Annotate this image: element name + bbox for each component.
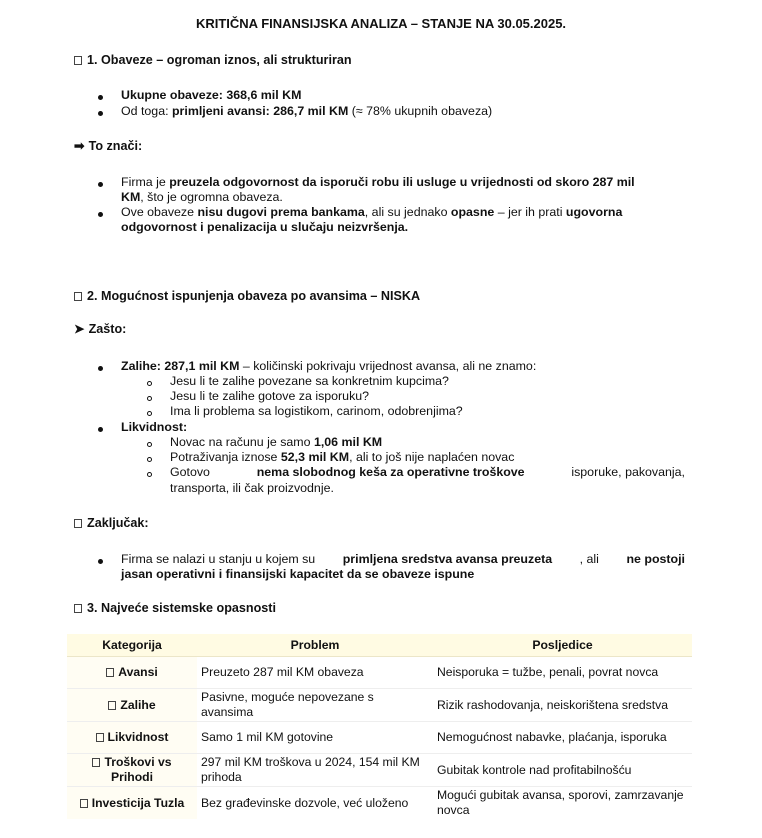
checkbox-icon <box>74 519 82 528</box>
bullet-icon <box>98 111 103 116</box>
arrowhead-icon: ➤ <box>74 322 85 336</box>
liquidity-label: Likvidnost: <box>121 420 188 434</box>
sub-bullet-icon <box>147 442 152 447</box>
table-row <box>67 754 692 787</box>
table-row <box>67 657 692 689</box>
inventory-line: Zalihe: 287,1 mil KM – količinski pokrivaju vrijednost avansa, ali ne znamo: <box>121 359 537 373</box>
risks-table <box>67 634 692 819</box>
inventory-question-3: Ima li problema sa logistikom, carinom, odobrenjima? <box>170 404 463 418</box>
document-title: KRITIČNA FINANSIJSKA ANALIZA – STANJE NA 30.05.2025. <box>195 16 567 31</box>
table-cell-problem: Samo 1 mil KM gotovine <box>197 722 433 754</box>
table-cell-consequence: Nemogućnost nabavke, plaćanja, isporuka <box>433 722 692 754</box>
table-cell-category: Zalihe <box>67 689 197 722</box>
sub-bullet-icon <box>147 472 152 477</box>
zasto-heading: ➤ Zašto: <box>74 322 127 336</box>
table-cell-category: Avansi <box>67 657 197 689</box>
table-cell-consequence: Gubitak kontrole nad profitabilnošću <box>433 754 692 787</box>
inventory-question-1: Jesu li te zalihe povezane sa konkretnim kupcima? <box>170 374 449 388</box>
table-cell-problem: Pasivne, moguće nepovezane s avansima <box>197 689 433 722</box>
column-header: Kategorija <box>67 634 197 657</box>
arrow-right-icon: ➡ <box>74 139 85 153</box>
table-row <box>67 689 692 722</box>
table-cell-consequence: Neisporuka = tužbe, penali, povrat novca <box>433 657 692 689</box>
checkbox-icon <box>80 799 88 808</box>
column-header: Problem <box>197 634 433 657</box>
checkbox-icon <box>74 56 82 65</box>
bullet-icon <box>98 182 103 187</box>
table-cell-problem: Preuzeto 287 mil KM obaveza <box>197 657 433 689</box>
receivables-line: Potraživanja iznose 52,3 mil KM, ali to još nije naplaćen novac <box>170 450 515 464</box>
sub-bullet-icon <box>147 396 152 401</box>
to-znaci-heading: ➡ To znači: <box>74 139 143 153</box>
bullet-icon <box>98 95 103 100</box>
table-header-row <box>67 634 692 657</box>
bullet-icon <box>98 427 103 432</box>
table-row <box>67 787 692 820</box>
bullet-icon <box>98 212 103 217</box>
inventory-question-2: Jesu li te zalihe gotove za isporuku? <box>170 389 370 403</box>
bullet-icon <box>98 559 103 564</box>
section-1-heading: 1. Obaveze – ogroman iznos, ali strukturiran <box>74 53 352 68</box>
table-cell-problem: 297 mil KM troškova u 2024, 154 mil KM prihoda <box>197 754 433 787</box>
checkbox-icon <box>106 668 114 677</box>
table-cell-category: Investicija Tuzla <box>67 787 197 820</box>
table-row <box>67 722 692 754</box>
checkbox-icon <box>92 758 100 767</box>
table-cell-consequence: Mogući gubitak avansa, sporovi, zamrzavanje novca <box>433 787 692 820</box>
advances-line: Od toga: primljeni avansi: 286,7 mil KM (≈ 78% ukupnih obaveza) <box>121 104 493 118</box>
table-cell-category: Likvidnost <box>67 722 197 754</box>
explanation-1: Firma je preuzela odgovornost da isporuči robu ili usluge u vrijednosti od skoro 287 mil <box>121 175 635 189</box>
bullet-icon <box>98 366 103 371</box>
table-cell-consequence: Rizik rashodovanja, neiskorištena sredstva <box>433 689 692 722</box>
conclusion-text-cont: jasan operativni i finansijski kapacitet da se obaveze ispune <box>121 567 475 581</box>
checkbox-icon <box>74 604 82 613</box>
checkbox-icon <box>96 733 104 742</box>
sub-bullet-icon <box>147 457 152 462</box>
sub-bullet-icon <box>147 411 152 416</box>
total-liabilities: Ukupne obaveze: 368,6 mil KM <box>121 88 302 102</box>
checkbox-icon <box>108 701 116 710</box>
table-cell-problem: Bez građevinske dozvole, već uloženo <box>197 787 433 820</box>
cash-line: Novac na računu je samo 1,06 mil KM <box>170 435 383 449</box>
conclusion-heading: Zaključak: <box>74 516 149 531</box>
free-cash-line-cont: transporta, ili čak proizvodnje. <box>170 481 334 495</box>
conclusion-text: Firma se nalazi u stanju u kojem su primljena sredstva avansa preuzeta , ali ne postoji <box>121 552 685 566</box>
section-2-heading: 2. Mogućnost ispunjenja obaveza po avansima – NISKA <box>74 289 420 304</box>
explanation-2: Ove obaveze nisu dugovi prema bankama, ali su jednako opasne – jer ih prati ugovorna <box>121 205 623 219</box>
free-cash-line: Gotovo nema slobodnog keša za operativne troškove isporuke, pakovanja, <box>170 465 685 479</box>
sub-bullet-icon <box>147 381 152 386</box>
table-cell-category: Troškovi vs Prihodi <box>67 754 197 787</box>
column-header: Posljedice <box>433 634 692 657</box>
explanation-1-cont: KM, što je ogromna obaveza. <box>121 190 283 204</box>
section-3-heading: 3. Najveće sistemske opasnosti <box>74 601 276 616</box>
explanation-2-cont: odgovornost i penalizacija u slučaju neizvršenja. <box>121 220 409 234</box>
checkbox-icon <box>74 292 82 301</box>
